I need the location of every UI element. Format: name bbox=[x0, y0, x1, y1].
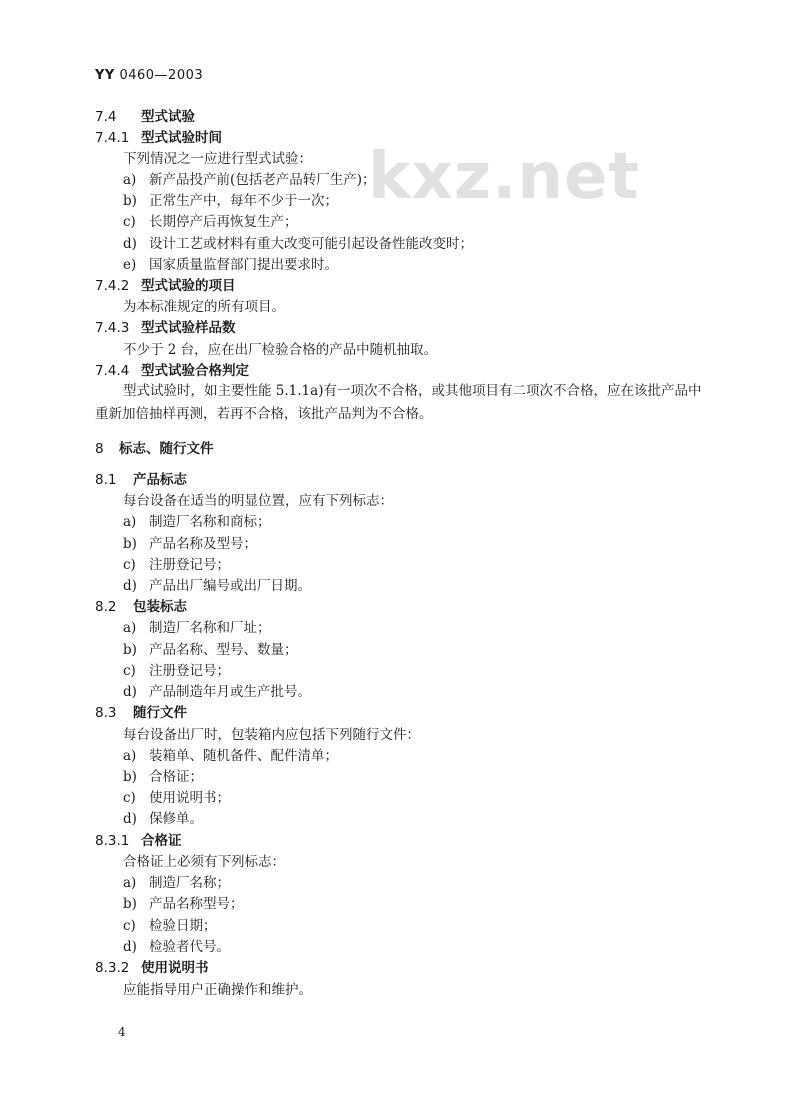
heading-8-1 bbox=[95, 471, 187, 489]
section-title: 型式试验时间 bbox=[141, 130, 222, 146]
section-title: 使用说明书 bbox=[141, 960, 209, 976]
list-text: 注册登记号； bbox=[149, 557, 230, 573]
heading-8 bbox=[95, 440, 214, 458]
section-number: 7.4.4 bbox=[95, 363, 130, 379]
list-text: 注册登记号； bbox=[149, 663, 230, 679]
list-item bbox=[123, 768, 203, 786]
list-label: c) bbox=[123, 663, 136, 679]
standard-number: 0460—2003 bbox=[119, 68, 204, 83]
heading-7-4-3 bbox=[95, 319, 236, 337]
list-label: c) bbox=[123, 918, 136, 934]
list-label: a) bbox=[123, 748, 137, 764]
list-label: b) bbox=[123, 193, 137, 209]
list-label: b) bbox=[123, 536, 137, 552]
page-number: 4 bbox=[118, 1025, 126, 1039]
paragraph: 为本标准规定的所有项目。 bbox=[123, 299, 285, 315]
list-item bbox=[123, 641, 298, 659]
section-title: 包装标志 bbox=[133, 599, 187, 615]
list-label: e) bbox=[123, 257, 137, 273]
section-number: 8 bbox=[95, 441, 104, 457]
section-number: 7.4.2 bbox=[95, 278, 130, 294]
watermark: kxz.net bbox=[368, 140, 640, 214]
list-label: d) bbox=[123, 939, 137, 955]
list-item bbox=[123, 810, 203, 828]
list-item bbox=[123, 917, 217, 935]
list-label: b) bbox=[123, 896, 137, 912]
section-title: 型式试验样品数 bbox=[141, 320, 236, 336]
list-item bbox=[123, 662, 230, 680]
list-text: 合格证； bbox=[149, 769, 203, 785]
standard-code: YY bbox=[95, 68, 115, 83]
list-text: 产品名称、型号、数量； bbox=[149, 642, 298, 658]
list-label: d) bbox=[123, 811, 137, 827]
list-text: 产品出厂编号或出厂日期。 bbox=[149, 578, 311, 594]
heading-7-4-4 bbox=[95, 362, 249, 380]
list-item bbox=[123, 192, 338, 210]
list-item bbox=[123, 256, 338, 274]
list-text: 检验者代号。 bbox=[149, 939, 230, 955]
section-number: 7.4.3 bbox=[95, 320, 130, 336]
section-number: 7.4.1 bbox=[95, 130, 130, 146]
list-item bbox=[123, 683, 311, 701]
section-title: 型式试验合格判定 bbox=[141, 363, 249, 379]
heading-8-2 bbox=[95, 598, 187, 616]
heading-8-3-1 bbox=[95, 832, 182, 850]
list-text: 保修单。 bbox=[149, 811, 203, 827]
list-label: a) bbox=[123, 875, 137, 891]
list-label: a) bbox=[123, 172, 137, 188]
list-text: 制造厂名称和商标； bbox=[149, 514, 271, 530]
list-label: c) bbox=[123, 790, 136, 806]
section-number: 8.3.2 bbox=[95, 960, 130, 976]
section-title: 标志、随行文件 bbox=[119, 441, 214, 457]
list-label: a) bbox=[123, 514, 137, 530]
paragraph: 不少于 2 台，应在出厂检验合格的产品中随机抽取。 bbox=[123, 342, 438, 358]
list-label: d) bbox=[123, 236, 137, 252]
paragraph: 下列情况之一应进行型式试验： bbox=[123, 151, 312, 167]
list-item bbox=[123, 747, 338, 765]
list-label: b) bbox=[123, 642, 137, 658]
list-text: 检验日期； bbox=[149, 918, 217, 934]
list-label: c) bbox=[123, 557, 136, 573]
list-text: 产品制造年月或生产批号。 bbox=[149, 684, 311, 700]
list-text: 装箱单、随机备件、配件清单； bbox=[149, 748, 338, 764]
standard-header bbox=[95, 68, 203, 83]
section-title: 合格证 bbox=[141, 833, 182, 849]
section-title: 产品标志 bbox=[133, 472, 187, 488]
list-item bbox=[123, 895, 244, 913]
list-label: d) bbox=[123, 578, 137, 594]
list-item bbox=[123, 213, 298, 231]
list-text: 长期停产后再恢复生产； bbox=[149, 214, 298, 230]
section-number: 8.1 bbox=[95, 472, 117, 488]
section-title: 随行文件 bbox=[133, 705, 187, 721]
list-text: 产品名称及型号； bbox=[149, 536, 257, 552]
list-label: d) bbox=[123, 684, 137, 700]
paragraph: 合格证上必须有下列标志： bbox=[123, 854, 285, 870]
list-item bbox=[123, 235, 473, 253]
heading-7-4 bbox=[95, 108, 195, 126]
list-text: 使用说明书； bbox=[149, 790, 230, 806]
section-number: 8.3 bbox=[95, 705, 117, 721]
list-label: b) bbox=[123, 769, 137, 785]
paragraph: 应能指导用户正确操作和维护。 bbox=[123, 982, 312, 998]
list-item bbox=[123, 619, 271, 637]
paragraph: 型式试验时，如主要性能 5.1.1a)有一项次不合格，或其他项目有二项次不合格，应在该批产品中重新加倍抽样再测，若再不合格，该批产品判为不合格。 bbox=[95, 383, 702, 422]
paragraph: 每台设备出厂时，包装箱内应包括下列随行文件： bbox=[123, 727, 420, 743]
section-number: 8.2 bbox=[95, 599, 117, 615]
list-item bbox=[123, 938, 230, 956]
section-number: 8.3.1 bbox=[95, 833, 130, 849]
heading-8-3 bbox=[95, 704, 187, 722]
heading-8-3-2 bbox=[95, 959, 209, 977]
list-item bbox=[123, 789, 230, 807]
list-text: 新产品投产前(包括老产品转厂生产)； bbox=[149, 172, 376, 188]
list-text: 制造厂名称和厂址； bbox=[149, 620, 271, 636]
list-item bbox=[123, 577, 311, 595]
list-item bbox=[123, 513, 271, 531]
list-text: 设计工艺或材料有重大改变可能引起设备性能改变时； bbox=[149, 236, 473, 252]
list-text: 制造厂名称； bbox=[149, 875, 230, 891]
paragraph: 每台设备在适当的明显位置，应有下列标志： bbox=[123, 493, 393, 509]
section-number: 7.4 bbox=[95, 109, 117, 125]
list-text: 产品名称型号； bbox=[149, 896, 244, 912]
list-item bbox=[123, 535, 257, 553]
list-label: c) bbox=[123, 214, 136, 230]
list-item bbox=[123, 874, 230, 892]
list-item bbox=[123, 171, 376, 189]
section-title: 型式试验 bbox=[141, 109, 195, 125]
list-label: a) bbox=[123, 620, 137, 636]
list-text: 国家质量监督部门提出要求时。 bbox=[149, 257, 338, 273]
heading-7-4-1 bbox=[95, 129, 222, 147]
list-item bbox=[123, 556, 230, 574]
heading-7-4-2 bbox=[95, 277, 236, 295]
section-title: 型式试验的项目 bbox=[141, 278, 236, 294]
list-text: 正常生产中，每年不少于一次； bbox=[149, 193, 338, 209]
